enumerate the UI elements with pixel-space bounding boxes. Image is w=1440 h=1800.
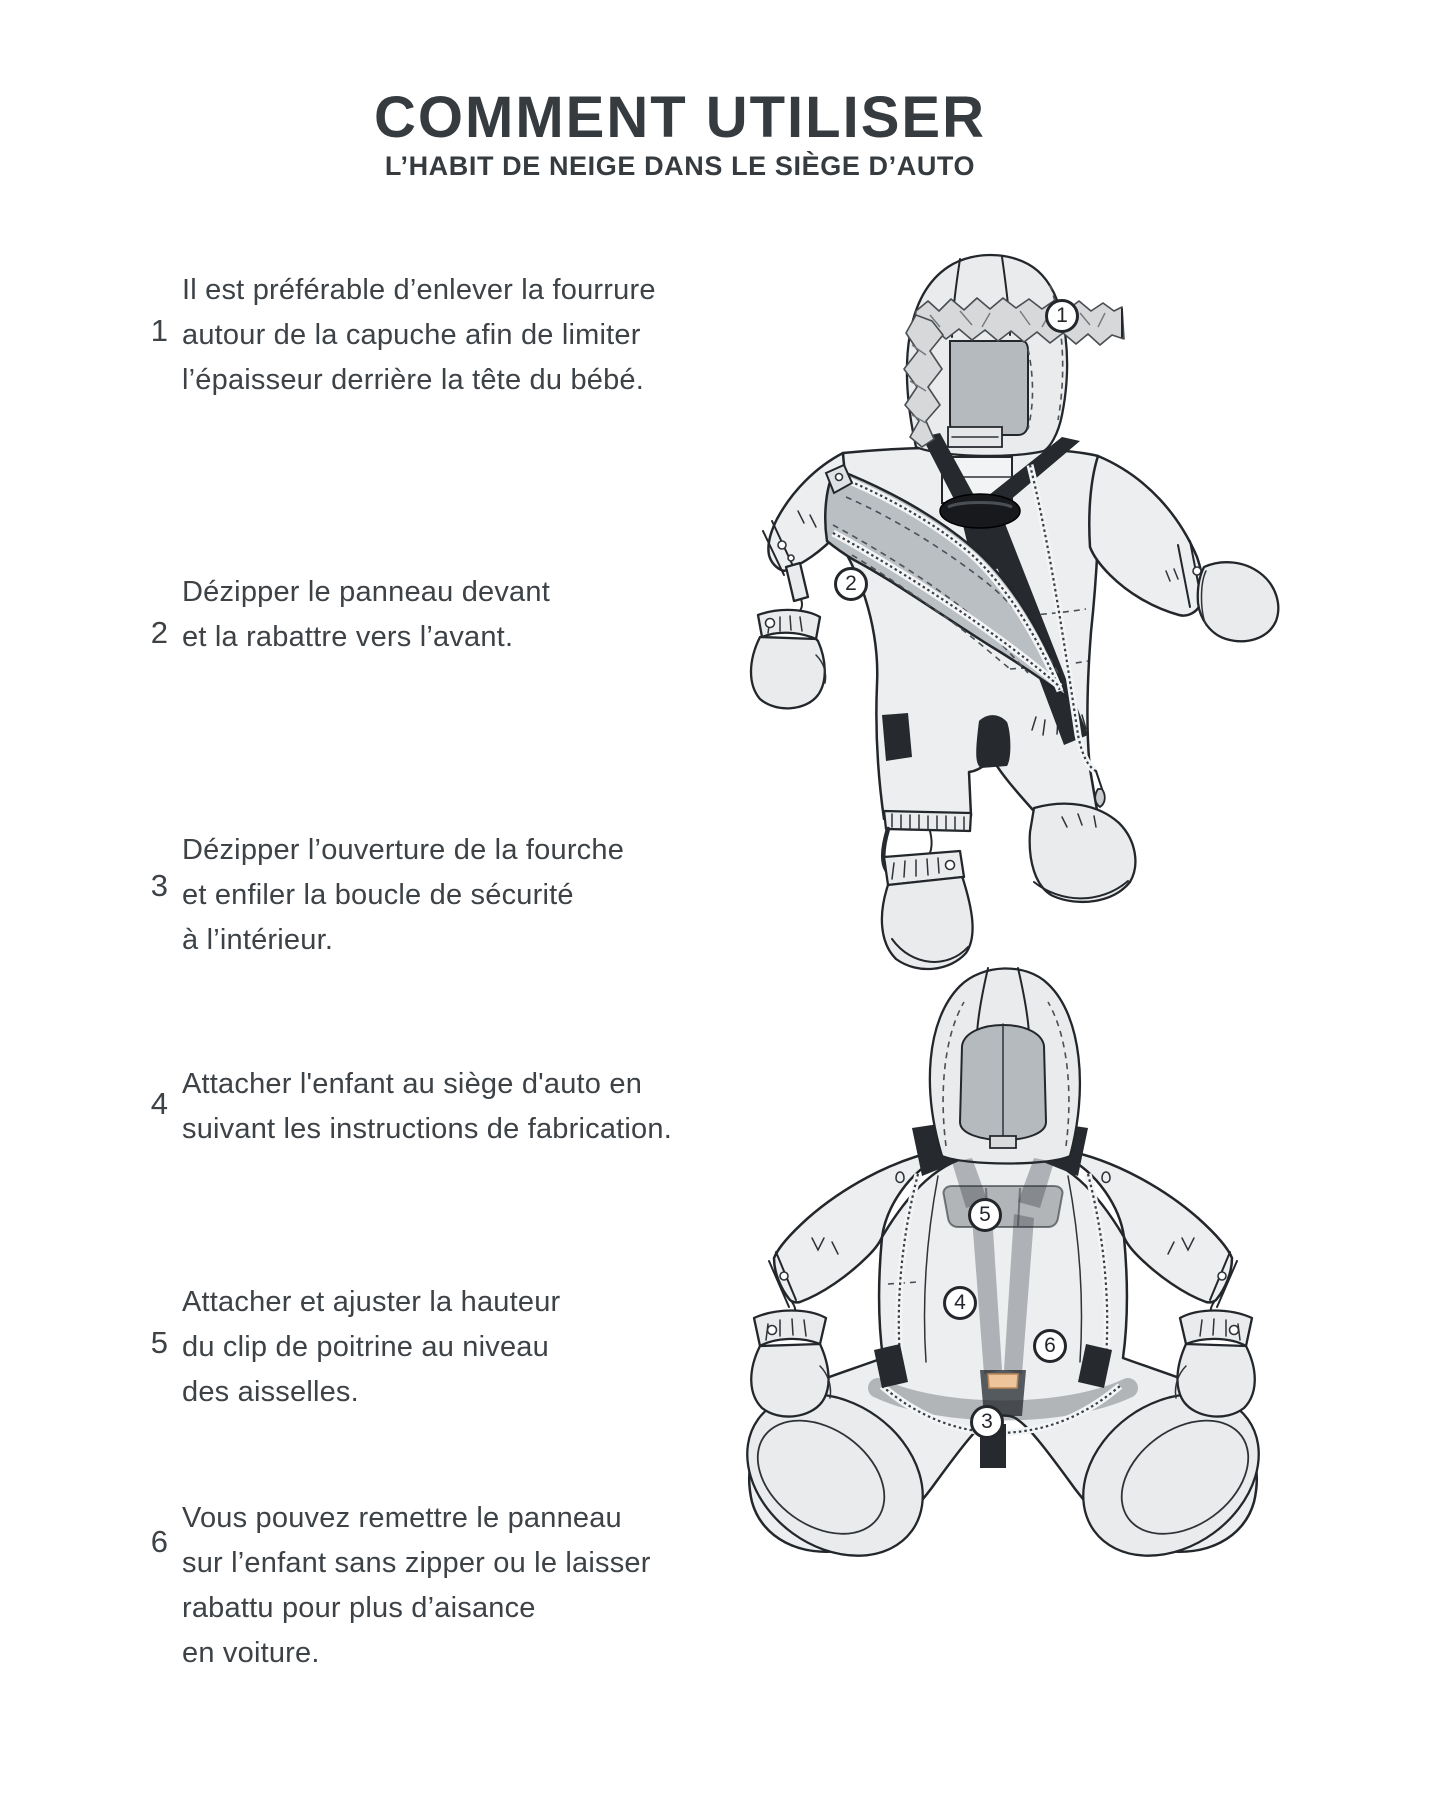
marker-label: 5 — [979, 1203, 991, 1226]
bootie-dangling — [882, 811, 973, 969]
page-subtitle: L’HABIT DE NEIGE DANS LE SIÈGE D’AUTO — [384, 151, 976, 181]
step-line: Vous pouvez remettre le panneau — [182, 1502, 622, 1534]
step-number: 2 — [150, 615, 168, 650]
zipper-pull — [1095, 789, 1105, 807]
marker-step-5 — [968, 1198, 1002, 1232]
step-line: sur l’enfant sans zipper ou le laisser — [182, 1547, 651, 1579]
sleeve-right — [1089, 456, 1278, 641]
marker-label: 1 — [1056, 304, 1068, 327]
step-number: 6 — [150, 1524, 168, 1559]
page-title: COMMENT UTILISER — [374, 85, 986, 150]
step-line: Dézipper le panneau devant — [182, 576, 550, 608]
marker-step-2 — [834, 567, 868, 601]
seated-view-illustration — [650, 950, 1310, 1590]
step-line: suivant les instructions de fabrication. — [182, 1113, 672, 1145]
step-line: à l’intérieur. — [182, 924, 334, 956]
marker-label: 3 — [981, 1410, 993, 1433]
mitten-left — [751, 1302, 830, 1417]
step-number: 4 — [150, 1086, 168, 1121]
marker-label: 4 — [954, 1291, 966, 1314]
step-line: des aisselles. — [182, 1376, 359, 1408]
marker-step-1 — [1045, 299, 1079, 333]
step-line: en voiture. — [182, 1637, 320, 1669]
step-line: Il est préférable d’enlever la fourrure — [182, 274, 656, 306]
step-line: et enfiler la boucle de sécurité — [182, 879, 574, 911]
step-line: rabattu pour plus d’aisance — [182, 1592, 536, 1624]
front-view-illustration — [630, 215, 1330, 995]
heading — [0, 85, 1360, 182]
step-number: 3 — [150, 868, 168, 903]
chest-clip — [943, 1186, 1062, 1227]
buckle-latch — [988, 1374, 1018, 1388]
chest-buckle — [940, 494, 1020, 528]
step-line: et la rabattre vers l’avant. — [182, 621, 514, 653]
mitten-right — [1175, 1302, 1254, 1417]
mitten-right — [1198, 562, 1279, 641]
mitten-left — [751, 610, 826, 708]
step-line: autour de la capuche afin de limiter — [182, 319, 641, 351]
step-line: du clip de poitrine au niveau — [182, 1331, 549, 1363]
marker-step-4 — [943, 1286, 977, 1320]
marker-label: 6 — [1044, 1334, 1056, 1357]
step-number: 1 — [150, 313, 168, 348]
bootie-right — [1030, 804, 1136, 902]
marker-step-3 — [970, 1405, 1004, 1439]
step-line: Attacher l'enfant au siège d'auto en — [182, 1068, 643, 1100]
step-number: 5 — [150, 1325, 168, 1360]
marker-label: 2 — [845, 572, 857, 595]
step-line: Attacher et ajuster la hauteur — [182, 1286, 561, 1318]
marker-step-6 — [1033, 1329, 1067, 1363]
step-line: l’épaisseur derrière la tête du bébé. — [182, 364, 645, 396]
hood-back — [930, 968, 1080, 1164]
step-line: Dézipper l’ouverture de la fourche — [182, 834, 625, 866]
